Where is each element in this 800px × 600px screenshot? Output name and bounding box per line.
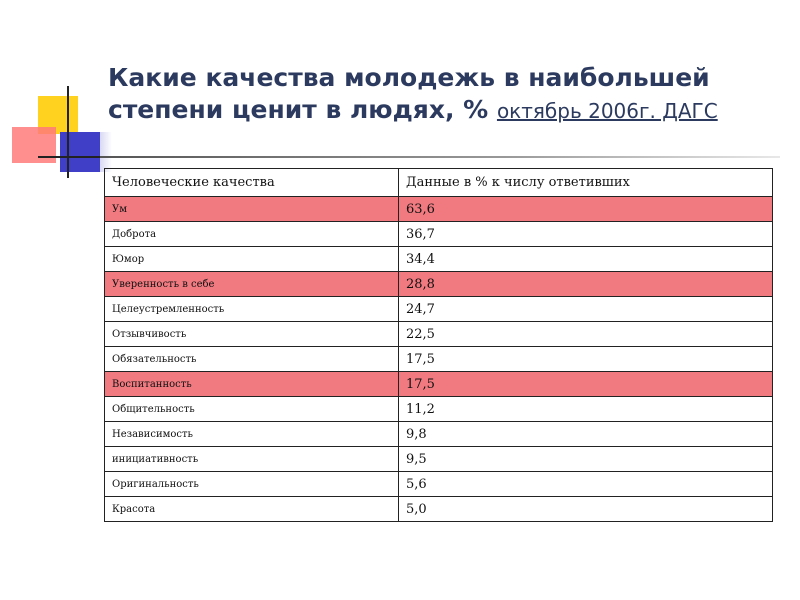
table-row	[105, 422, 773, 447]
quality-cell: Оригинальность	[105, 472, 399, 497]
quality-cell: Воспитанность	[105, 372, 399, 397]
percent-cell: 17,5	[399, 372, 773, 397]
decorative-blue-fade	[82, 132, 112, 172]
table-body	[105, 197, 773, 522]
percent-cell: 22,5	[399, 322, 773, 347]
percent-cell: 9,8	[399, 422, 773, 447]
quality-cell: Доброта	[105, 222, 399, 247]
table-header-row	[105, 169, 773, 197]
slide-title-subtitle: октябрь 2006г. ДАГС	[496, 99, 718, 123]
percent-cell: 34,4	[399, 247, 773, 272]
percent-cell: 63,6	[399, 197, 773, 222]
quality-cell: Общительность	[105, 397, 399, 422]
table-row	[105, 347, 773, 372]
percent-cell: 5,6	[399, 472, 773, 497]
quality-cell: Отзывчивость	[105, 322, 399, 347]
title-underline-rule	[100, 156, 780, 158]
percent-cell: 24,7	[399, 297, 773, 322]
quality-cell: инициативность	[105, 447, 399, 472]
qualities-table	[104, 168, 773, 522]
percent-cell: 5,0	[399, 497, 773, 522]
column-header-quality: Человеческие качества	[105, 169, 399, 197]
table-row	[105, 397, 773, 422]
slide-title-main: Какие качества молодежь в наибольшей степени ценит в людях, %	[108, 63, 710, 124]
table-row	[105, 222, 773, 247]
table-row	[105, 247, 773, 272]
percent-cell: 11,2	[399, 397, 773, 422]
percent-cell: 28,8	[399, 272, 773, 297]
quality-cell: Целеустремленность	[105, 297, 399, 322]
decorative-vertical-line	[67, 86, 69, 178]
decorative-horizontal-line	[38, 156, 108, 158]
quality-cell: Ум	[105, 197, 399, 222]
quality-cell: Юмор	[105, 247, 399, 272]
table-row	[105, 372, 773, 397]
table-row	[105, 497, 773, 522]
table-row	[105, 322, 773, 347]
percent-cell: 17,5	[399, 347, 773, 372]
table-row	[105, 297, 773, 322]
table-row	[105, 447, 773, 472]
slide-title	[108, 62, 788, 127]
percent-cell: 36,7	[399, 222, 773, 247]
quality-cell: Обязательность	[105, 347, 399, 372]
percent-cell: 9,5	[399, 447, 773, 472]
table-row	[105, 272, 773, 297]
quality-cell: Независимость	[105, 422, 399, 447]
column-header-percent: Данные в % к числу ответивших	[399, 169, 773, 197]
table-row	[105, 197, 773, 222]
table-row	[105, 472, 773, 497]
quality-cell: Уверенность в себе	[105, 272, 399, 297]
quality-cell: Красота	[105, 497, 399, 522]
